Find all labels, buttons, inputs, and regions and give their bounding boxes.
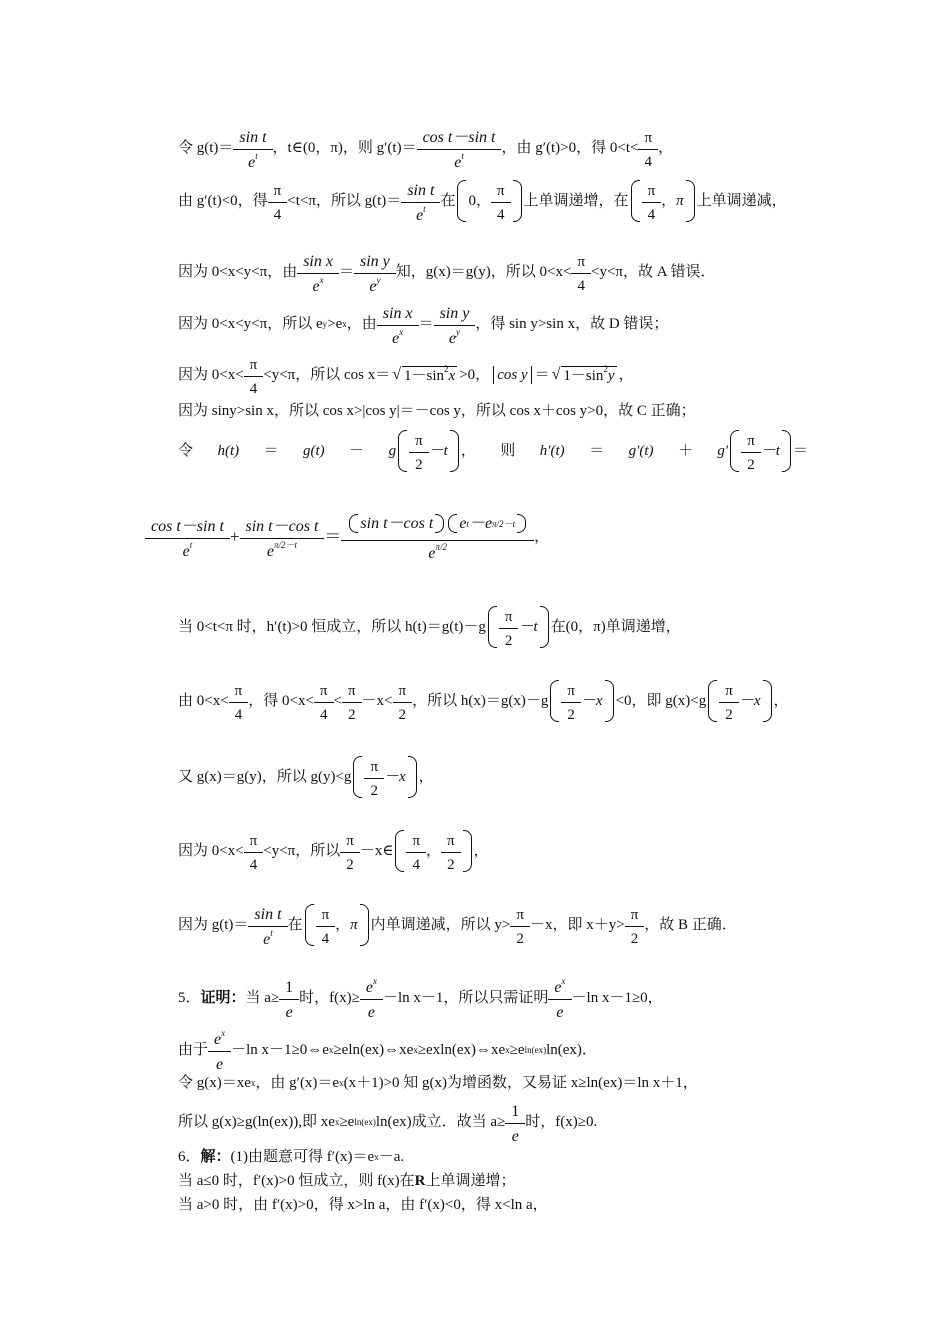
- text: －x，即 x＋y>: [529, 917, 625, 933]
- fraction: π 2: [513, 906, 527, 948]
- sqrt: √ $1-\sin^2x$: [392, 363, 456, 384]
- text: 上单调递增；: [425, 1173, 516, 1189]
- text: <y<π，所以 cos x＝: [263, 367, 391, 383]
- text: 由 g′(t)<0，得: [178, 193, 268, 209]
- text: 时，f(x)≥: [299, 990, 360, 1007]
- line-8: cos t－sin t $e^t$ + $\frac{\text{sin t－cos t}}{e^{\pi/2-t}}$ ＝ sin t－cos t e t －e π/2－t $e^{\pi/2}$ ，: [145, 512, 810, 562]
- text: ，: [618, 367, 634, 383]
- line-1: [178, 126, 810, 170]
- text: ≥exln(ex)⇔xe: [417, 1042, 506, 1059]
- text: 又 g(x)＝g(y)，所以 g(y)<g: [178, 769, 352, 785]
- fraction: π 4: [247, 832, 261, 874]
- text: ＝: [338, 264, 354, 281]
- line-18: 6． 解： (1)由题意可得 f′(x)＝e x －a.: [178, 1149, 405, 1165]
- text: －a.: [378, 1149, 405, 1165]
- paren-group: π 2 －t: [488, 604, 549, 650]
- text: 当 0<t<π 时，h′(t)>0 恒成立，所以 h(t)＝g(t)－g: [178, 619, 486, 635]
- text: ，由 g′(x)＝e: [255, 1075, 340, 1091]
- interval: π 4 ， π 2: [395, 828, 471, 874]
- line-20: [178, 1196, 810, 1214]
- text: <y<π，所以: [263, 843, 341, 859]
- text: 因为 0<x<: [178, 367, 244, 383]
- text: ≥e: [339, 1114, 355, 1131]
- line-13: [178, 902, 810, 948]
- text: ln(ex)成立．故当 a≥: [375, 1114, 506, 1131]
- text: ，所以 h(x)＝g(x)－g: [412, 693, 549, 709]
- line-4: 因为 0<x<y<π，所以 e y >e x ，由 sin x $e^x$ ＝ sin y $e^y$ ，得 sin y>sin x，故 D 错误；: [178, 305, 669, 348]
- text: 因为 0<x<y<π，所以 e: [178, 316, 323, 333]
- fraction: $e^x$ e: [551, 978, 568, 1022]
- text: 当 a≤0 时，f′(x)>0 恒成立，则 f(x)在: [178, 1173, 415, 1189]
- text: 因为 0<x<y<π，由: [178, 264, 298, 281]
- line-6: [178, 402, 810, 420]
- line-2: [178, 178, 810, 224]
- text: >e: [327, 316, 343, 333]
- text: ≥eln(ex)⇔xe: [333, 1042, 414, 1059]
- text: (1)由题意可得 f′(x)＝e: [230, 1149, 375, 1165]
- text: <: [333, 693, 342, 709]
- text: 在: [287, 917, 303, 933]
- text: ＝: [418, 316, 434, 333]
- text: ＝: [534, 367, 550, 383]
- fraction: $\frac{1}{e}$: [508, 1102, 522, 1146]
- text: 知，g(x)＝g(y)，所以 0<x<: [395, 264, 572, 281]
- text: －ln x－1≥0，: [571, 990, 663, 1007]
- section-label: 证明：: [200, 990, 246, 1007]
- fraction: π 2: [628, 906, 642, 948]
- line-14: [178, 976, 810, 1020]
- fraction: sin x $e^x$: [380, 304, 416, 348]
- fraction: sin t $e^t$: [236, 128, 269, 172]
- interval: π 4 ， π: [305, 902, 369, 948]
- fraction: π 4: [247, 356, 261, 398]
- sqrt: √ $1-\sin^2y$: [551, 363, 615, 384]
- text: ，由 g′(t)>0，得 0<t<: [501, 140, 639, 157]
- text: 当 a≥: [245, 990, 280, 1007]
- text: 上单调递增，在: [523, 193, 629, 209]
- text: ，得 sin y>sin x，故 D 错误；: [475, 316, 669, 333]
- line-7: 令 h(t) ＝ g(t) － g π 2 －t ， 则 h′(t) ＝ g′(t) ＋ g′ π 2 －t ＝: [178, 428, 808, 474]
- text: ，得 0<x<: [248, 693, 314, 709]
- line-9: [178, 604, 810, 650]
- paren-group: π 2 －x: [708, 678, 771, 724]
- text: 由于: [178, 1042, 209, 1059]
- fraction: π 4: [232, 682, 246, 724]
- text: 因为 0<x<: [178, 843, 244, 859]
- fraction: π 2: [396, 682, 410, 724]
- fraction: π 4: [317, 682, 331, 724]
- fraction: π 2: [343, 832, 357, 874]
- text: ，故 B 正确．: [644, 917, 737, 933]
- text: ，: [473, 843, 489, 859]
- text: ≥e: [509, 1042, 525, 1059]
- fraction: sin x $e^x$: [300, 252, 336, 296]
- text: 因为 siny>sin x，所以 cos x>|cos y|＝－cos y，所以 cos x＋cos y>0，故 C 正确；: [178, 403, 696, 419]
- problem-number: 6．: [178, 1149, 201, 1165]
- fraction: sin y $e^y$: [437, 304, 473, 348]
- text: ，t∈(0，π)，则 g′(t)＝: [272, 140, 417, 157]
- line-11: [178, 754, 810, 800]
- fraction: $e^x$ e: [211, 1030, 228, 1074]
- line-16: 令 g(x)＝xe x ，由 g′(x)＝e x (x＋1)>0 知 g(x)为增函数，又易证 x≥ln(ex)＝ln x＋1，: [178, 1075, 698, 1091]
- text: ，: [658, 140, 674, 157]
- fraction: π 4: [641, 129, 655, 171]
- interval: 0 ， π 4: [457, 178, 521, 224]
- text: 由 0<x<: [178, 693, 229, 709]
- fraction: π 4: [271, 182, 285, 224]
- paren-group: π 2 －x: [353, 754, 416, 800]
- text: 当 a>0 时，由 f′(x)>0，得 x>ln a，由 f′(x)<0，得 x<ln a，: [178, 1197, 548, 1213]
- paren-group: π 2 －x: [550, 678, 613, 724]
- fraction: sin t $e^t$: [251, 905, 284, 949]
- abs-value: cos y: [493, 366, 531, 384]
- line-15: 由于 $e^x$ e －ln x－1≥0⇔e x ≥eln(ex)⇔xe x ≥exln(ex)⇔xe x ≥e ln(ex) ln(ex)．: [178, 1028, 597, 1074]
- text: －ln x－1≥0⇔e: [231, 1042, 329, 1059]
- line-5: [178, 354, 810, 396]
- line-10: [178, 678, 810, 724]
- line-12: [178, 828, 810, 874]
- fraction: sin t－cos t e t －e π/2－t $e^{\pi/2}$: [344, 514, 531, 564]
- text: ，: [418, 769, 434, 785]
- fraction: π 2: [345, 682, 359, 724]
- line-17: 所以 g(x)≥g(ln(ex)),即 xe x ≥e ln(ex) ln(ex)成立．故当 a≥ $\frac{1}{e}$ 时，f(x)≥0.: [178, 1103, 598, 1146]
- fraction: cos t－sin t $e^t$: [420, 128, 499, 172]
- text: (x＋1)>0 知 g(x)为增函数，又易证 x≥ln(ex)＝ln x＋1，: [343, 1075, 698, 1091]
- text: －x<: [361, 693, 393, 709]
- text: －x∈: [359, 843, 394, 859]
- text: <t<π，所以 g(t)＝: [287, 193, 402, 209]
- fraction: $\frac{e^x}{e}$: [363, 978, 380, 1022]
- text: 在: [440, 193, 456, 209]
- text: 时，f(x)≥0.: [525, 1114, 598, 1131]
- text: 因为 g(t)＝: [178, 917, 249, 933]
- text: 令 g(t)＝: [178, 140, 234, 157]
- fraction: $\frac{1}{e}$: [282, 978, 296, 1022]
- fraction: π 4: [574, 253, 588, 295]
- text: <y<π，故 A 错误．: [591, 264, 716, 281]
- text: >0，: [459, 367, 491, 383]
- text: R: [414, 1173, 426, 1189]
- fraction: sin y $e^y$: [357, 252, 393, 296]
- text: 令 g(x)＝xe: [178, 1075, 251, 1091]
- text: <0，即 g(x)<g: [615, 693, 707, 709]
- text: ，由: [346, 316, 377, 333]
- interval: π 4 ， π: [631, 178, 695, 224]
- text: 上单调递减，: [696, 193, 787, 209]
- problem-number: 5．: [178, 990, 201, 1007]
- line-19: [178, 1172, 810, 1190]
- text: ，: [773, 693, 789, 709]
- section-label: 解：: [200, 1149, 231, 1165]
- fraction: $\frac{\text{sin t－cos t}}{e^{\pi/2-t}}$: [243, 517, 322, 561]
- text: 在(0，π)单调递增，: [550, 619, 681, 635]
- text: 内单调递减，所以 y>: [370, 917, 511, 933]
- text: ln(ex)．: [546, 1042, 597, 1059]
- text: －ln x－1，所以只需证明: [383, 990, 549, 1007]
- fraction: sin t $e^t$: [404, 181, 437, 225]
- text: 所以 g(x)≥g(ln(ex)),即 xe: [178, 1114, 335, 1131]
- fraction: cos t－sin t $e^t$: [148, 517, 227, 561]
- line-3: [178, 250, 810, 294]
